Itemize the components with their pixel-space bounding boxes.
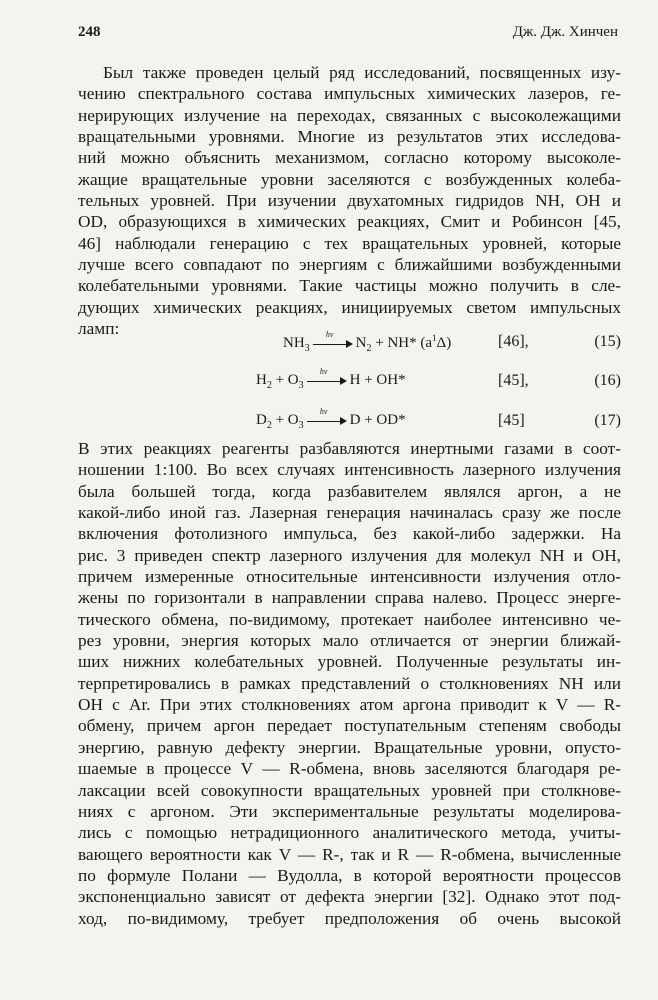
eq-subscript: 2	[266, 380, 272, 391]
eq-product: Δ)	[436, 335, 452, 351]
paragraph-2	[78, 438, 621, 929]
text-line: экспоненциально зависят от дефекта энергии [32]. Однако этот под-	[78, 887, 621, 907]
equation-number: (16)	[594, 372, 621, 389]
text-line: тического обмена, по-видимому, протекает наиболее интенсивно че-	[78, 609, 621, 629]
reaction-arrow-icon	[307, 406, 347, 426]
equation-reference: [46],	[498, 333, 529, 350]
reaction-arrow-icon	[313, 329, 353, 349]
text-line: ход, по-видимому, требует предположения об очень высокой	[78, 908, 621, 928]
eq-product: D + OD*	[349, 412, 406, 428]
page-number: 248	[78, 24, 101, 40]
text-line: причем измеренные относительные интенсивности излучения отло-	[78, 567, 621, 587]
eq-reactant: + O	[271, 372, 299, 388]
equation-17	[78, 406, 621, 436]
equation-number: (17)	[594, 412, 621, 429]
text-line: рез уровни, энергия которых мало отличается от энергии ближай-	[78, 631, 621, 651]
eq-product: + NH* (a	[371, 335, 433, 351]
arrow-label: hν	[319, 366, 328, 376]
text-line: OH с Ar. При этих столкновениях атом аргона приводит к V — R-	[78, 695, 621, 715]
eq-superscript: 1	[432, 333, 437, 343]
equation-number: (15)	[594, 333, 621, 350]
text-line: ших нижних колебательных уровней. Полученные результаты ин-	[78, 652, 621, 672]
text-line: ламп:	[78, 319, 120, 339]
eq-subscript: 2	[266, 420, 272, 431]
equation-reference: [45],	[498, 372, 529, 389]
text-line: по формуле Полани — Вудолла, в которой вероятности процессов	[78, 865, 621, 885]
text-line: лаксации всей совокупности вращательных уровней при столкнове-	[78, 780, 621, 800]
text-line: тельных уровней. При изучении двухатомных гидридов NH, OH и	[78, 191, 621, 211]
eq-reactant: D	[256, 412, 267, 428]
page-header	[78, 18, 618, 42]
text-line: терпретировались в рамках представлений о столкновениях NH или	[78, 673, 621, 693]
eq-reactant: H	[256, 372, 267, 388]
text-line: включения фотолизного импульса, без какой-либо задержки. На	[78, 524, 621, 544]
text-line: чению спектрального состава импульсных химических лазеров, ге-	[78, 84, 621, 104]
paragraph-1	[78, 62, 621, 339]
text-line: В этих реакциях реагенты разбавляются инертными газами в соот-	[78, 439, 621, 458]
eq-reactant: NH	[283, 335, 305, 351]
text-line: рис. 3 приведен спектр лазерного излучения для молекул NH и OH,	[78, 545, 621, 565]
text-line: жащие вращательные уровни заселяются с возбужденных колеба-	[78, 169, 621, 189]
text-line: жены по горизонтали в направлении справа налево. Процесс энерге-	[78, 588, 621, 608]
text-line: шаемые в процессе V — R-обмена, вновь заселяются благодаря ре-	[78, 759, 621, 779]
reaction-arrow-icon	[307, 366, 347, 386]
eq-reactant: + O	[271, 412, 299, 428]
text-line: какой-либо иной газ. Лазерная генерация начиналась сразу же после	[78, 503, 621, 523]
eq-product: H + OH*	[349, 372, 406, 388]
text-line: вающего вероятности как V — R-, так и R — R-обмена, вычисленные	[78, 844, 621, 864]
text-line: ний можно объяснить механизмом, согласно которому высоколе-	[78, 148, 621, 168]
text-line: дующих химических реакциях, инициируемых светом импульсных	[78, 297, 621, 317]
eq-subscript: 2	[366, 343, 372, 354]
equation-formula	[283, 329, 452, 354]
equation-formula	[256, 406, 406, 431]
text-line: Был также проведен целый ряд исследований, посвященных изу-	[103, 63, 621, 82]
eq-product: N	[355, 335, 367, 351]
equation-16	[78, 366, 621, 396]
arrow-label: hν	[319, 406, 328, 416]
text-line: лись с помощью нетрадиционного аналитического метода, учиты-	[78, 823, 621, 843]
running-head: Дж. Дж. Хинчен	[512, 24, 618, 40]
arrow-label: hν	[325, 329, 334, 339]
text-line: ниях с аргоном. Эти экспериментальные результаты моделирова-	[78, 801, 621, 821]
text-line: обмену, причем аргон передает поступательным степеням свободы	[78, 716, 621, 736]
text-line: 46] наблюдали генерацию с тех вращательных уровней, которые	[78, 233, 621, 253]
eq-subscript: 3	[304, 343, 310, 354]
eq-subscript: 3	[298, 380, 304, 391]
equation-formula	[256, 366, 406, 391]
text-line: была большей тогда, когда разбавителем являлся аргон, а не	[78, 481, 621, 501]
equation-reference: [45]	[498, 412, 525, 429]
text-line: нерирующих излучение на переходах, связанных с высоколежащими	[78, 105, 621, 125]
text-line: вращательными уровнями. Многие из результатов этих исследова-	[78, 127, 621, 147]
text-line: OD, образующихся в химических реакциях, Смит и Робинсон [45,	[78, 212, 621, 232]
eq-subscript: 3	[298, 420, 304, 431]
text-line: ношении 1:100. Во всех случаях интенсивность лазерного излучения	[78, 460, 621, 480]
text-line: энергию, равную дефекту энергии. Вращательные уровни, опусто-	[78, 737, 621, 757]
text-line: лучше всего совпадают по энергиям с ближайшими возбужденными	[78, 255, 621, 275]
text-line: колебательными уровнями. Такие частицы можно получить в сле-	[78, 276, 621, 296]
